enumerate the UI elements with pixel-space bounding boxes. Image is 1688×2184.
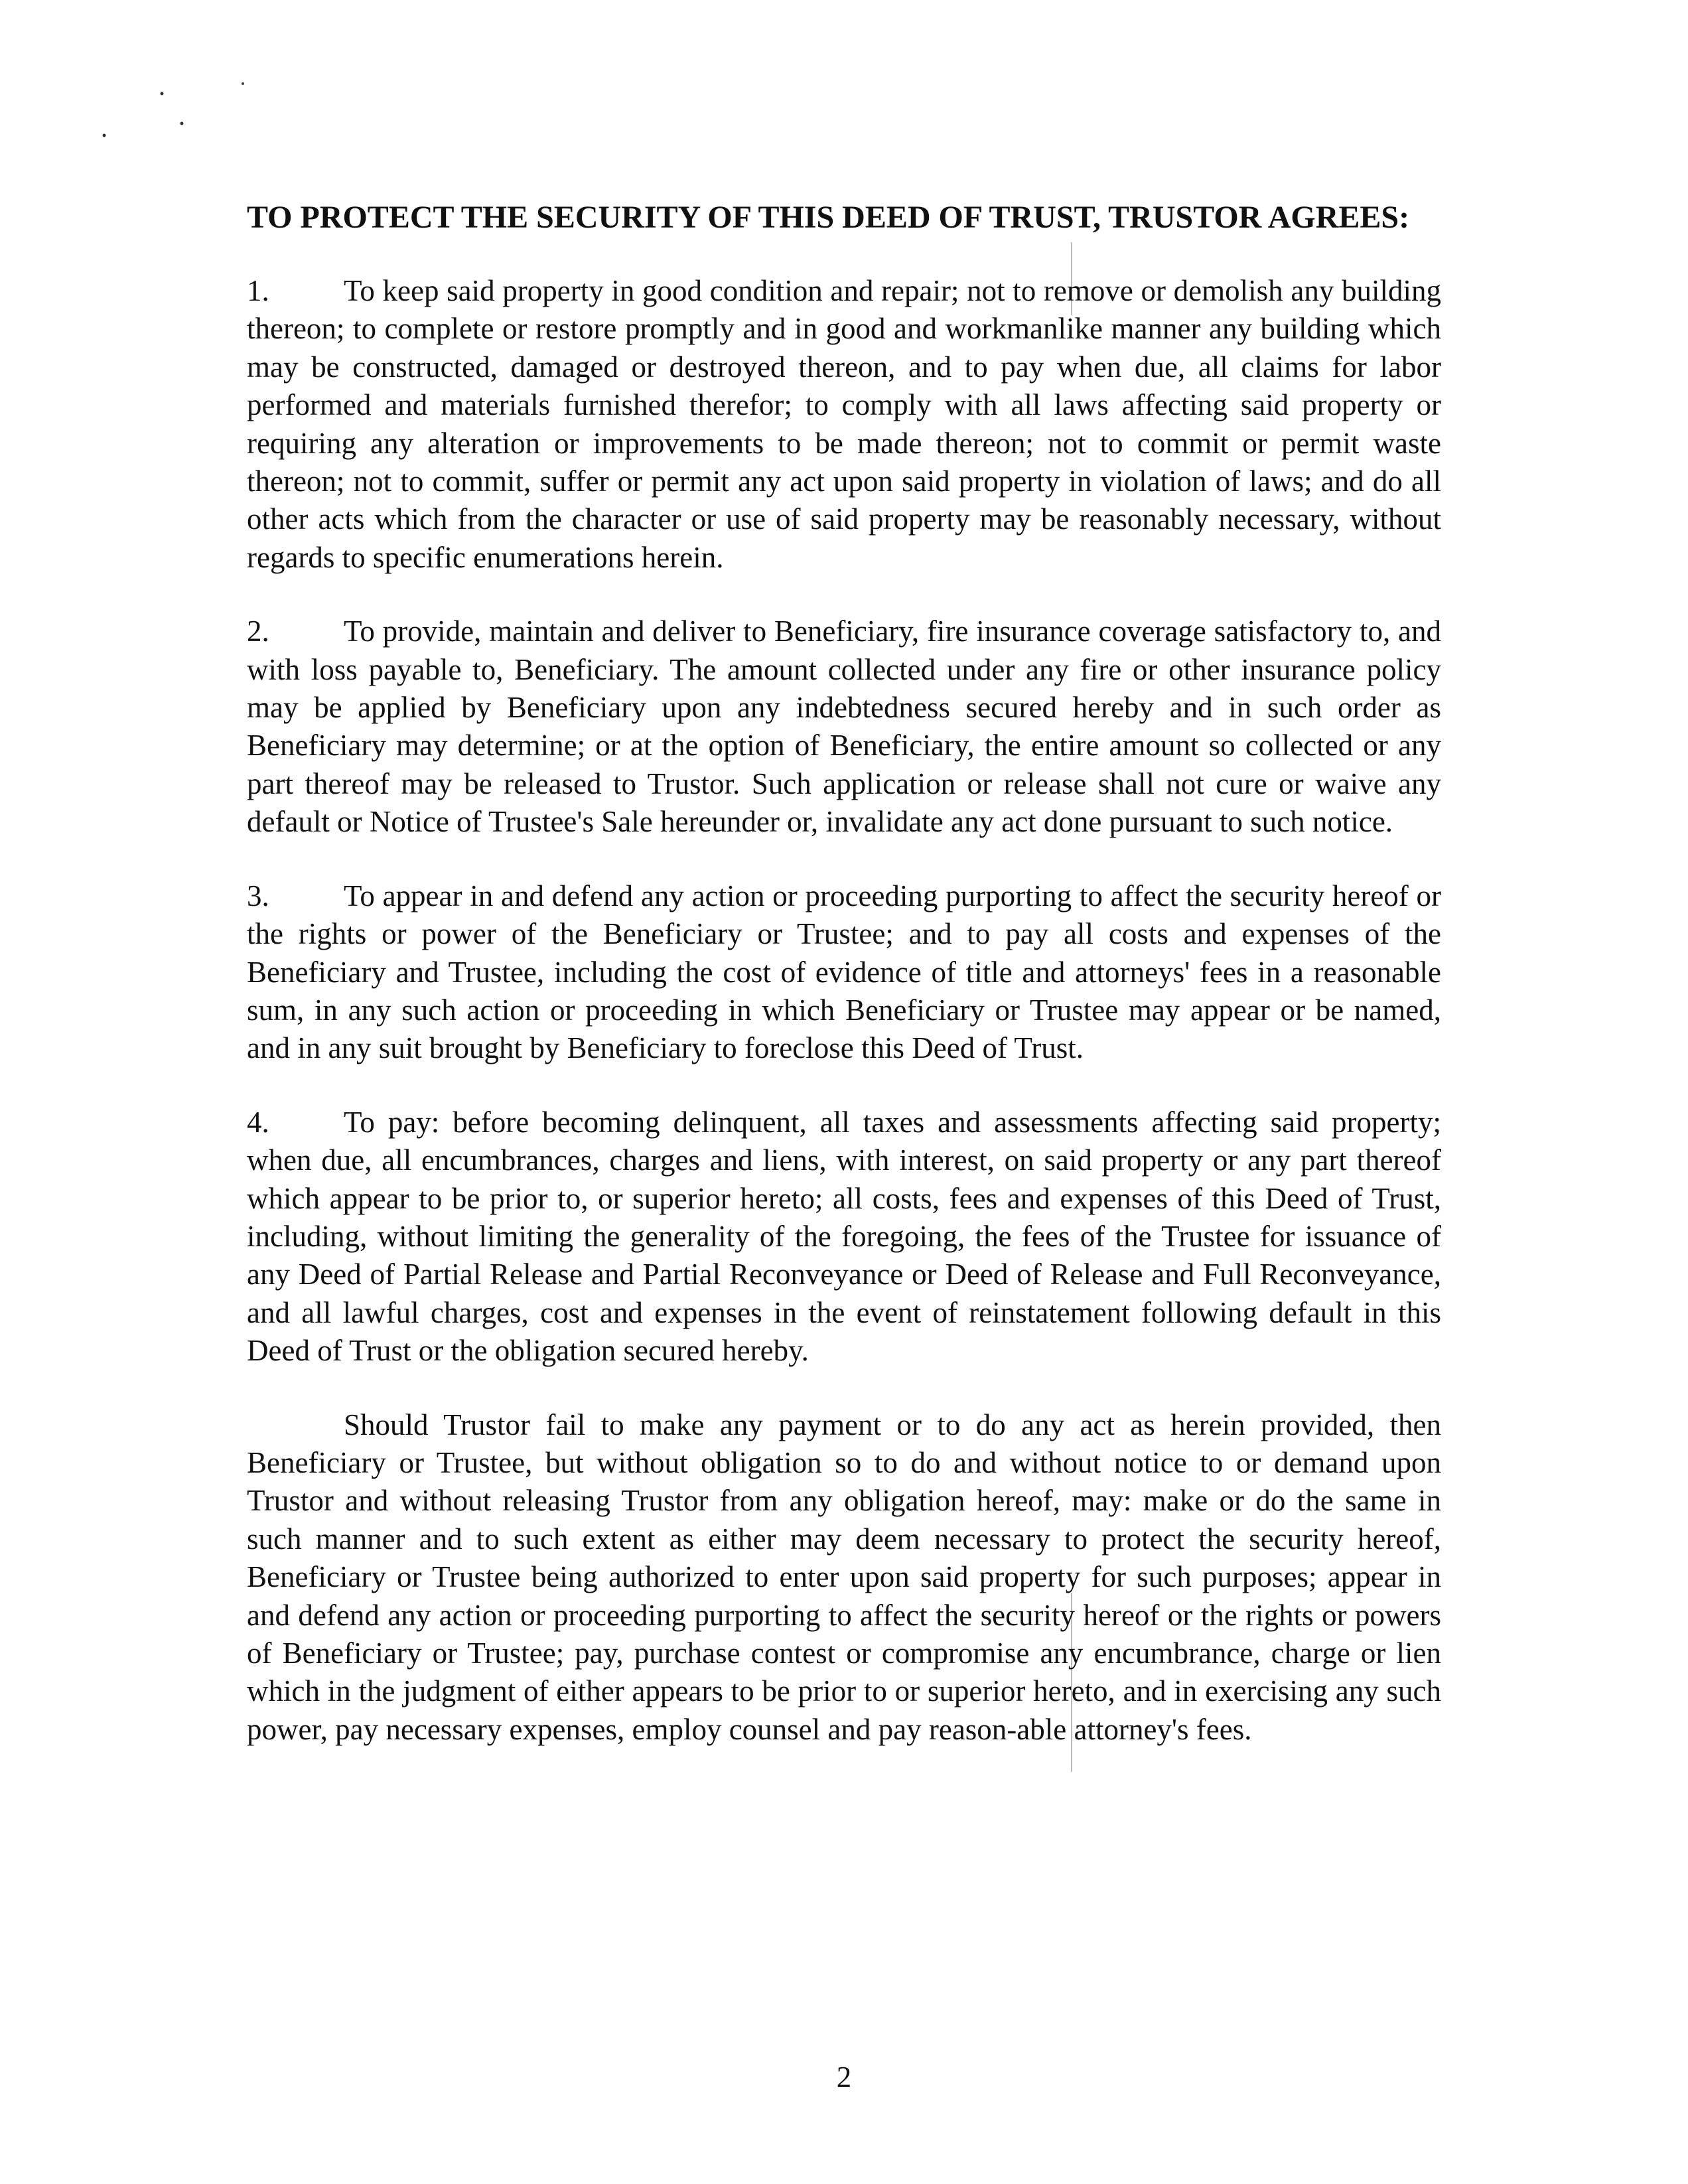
clause-2 — [247, 613, 1441, 841]
clause-number: 3. — [247, 879, 269, 912]
clause-text: To pay: before becoming delinquent, all taxes and assessments affecting said property; when due, all encumbrances, charges and liens, with interest, on said property or any part thereof which appear to be prior to, or superior hereto; all costs, fees and expenses of this Deed of Trust, including, without limiting the generality of the foregoing, the fees of the Trustee for issuance of any Deed of Partial Release and Partial Reconveyance or Deed of Release and Full Reconveyance, and all lawful charges, cost and expenses in the event of reinstatement following default in this Deed of Trust or the obligation secured hereby. — [247, 1105, 1441, 1368]
document-body — [247, 199, 1441, 1784]
clause-number: 1. — [247, 274, 269, 307]
scan-speck — [103, 134, 106, 137]
section-heading: TO PROTECT THE SECURITY OF THIS DEED OF TRUST, TRUSTOR AGREES: — [247, 200, 1410, 235]
closing-paragraph: Should Trustor fail to make any payment or to do any act as herein provided, then Beneficiary or Trustee, but without obligation so to do and without notice to or demand upon Trustor and without releasing Trustor from any obligation hereof, may: make or do the same in such manner and to such extent as either may deem necessary to protect the security hereof, Beneficiary or Trustee being authorized to enter upon said property for such purposes; appear in and defend any action or proceeding purporting to affect the security hereof or the rights or powers of Beneficiary or Trustee; pay, purchase contest or compromise any encumbrance, charge or lien which in the judgment of either appears to be prior to or superior hereto, and in exercising any such power, pay necessary expenses, employ counsel and pay reason-able attorney's fees. — [247, 1408, 1441, 1746]
scan-speck — [161, 92, 164, 96]
clause-4 — [247, 1104, 1441, 1370]
page-number: 2 — [836, 2061, 852, 2094]
clause-text: To provide, maintain and deliver to Beneficiary, fire insurance coverage satisfactory to, and with loss payable to, Beneficiary. The amount collected under any fire or other insurance policy may be applied by Beneficiary upon any indebtedness secured hereby and in such order as Beneficiary may determine; or at the option of Beneficiary, the entire amount so collected or any part thereof may be released to Trustor. Such application or release shall not cure or waive any default or Notice of Trustee's Sale hereunder or, invalidate any act done pursuant to such notice. — [247, 615, 1441, 839]
clause-number: 2. — [247, 615, 269, 648]
clause-number: 4. — [247, 1105, 269, 1139]
scan-speck — [242, 82, 244, 85]
clause-1 — [247, 272, 1441, 577]
clause-3 — [247, 877, 1441, 1068]
clause-text: To keep said property in good condition and repair; not to remove or demolish any building thereon; to complete or restore promptly and in good and workmanlike manner any building which may be constructed, damaged or destroyed thereon, and to pay when due, all claims for labor performed and materials furnished therefor; to comply with all laws affecting said property or requiring any alteration or improvements to be made thereon; not to commit or permit waste thereon; not to commit, suffer or permit any act upon said property in violation of laws; and do all other acts which from the character or use of said property may be reasonably necessary, without regards to specific enumerations herein. — [247, 274, 1441, 574]
clause-text: To appear in and defend any action or proceeding purporting to affect the security hereof or the rights or power of the Beneficiary or Trustee; and to pay all costs and expenses of the Beneficiary and Trustee, including the cost of evidence of title and attorneys' fees in a reasonable sum, in any such action or proceeding in which Beneficiary or Trustee may appear or be named, and in any suit brought by Beneficiary to foreclose this Deed of Trust. — [247, 879, 1441, 1065]
scan-specks — [0, 0, 265, 146]
scan-speck — [180, 122, 184, 125]
